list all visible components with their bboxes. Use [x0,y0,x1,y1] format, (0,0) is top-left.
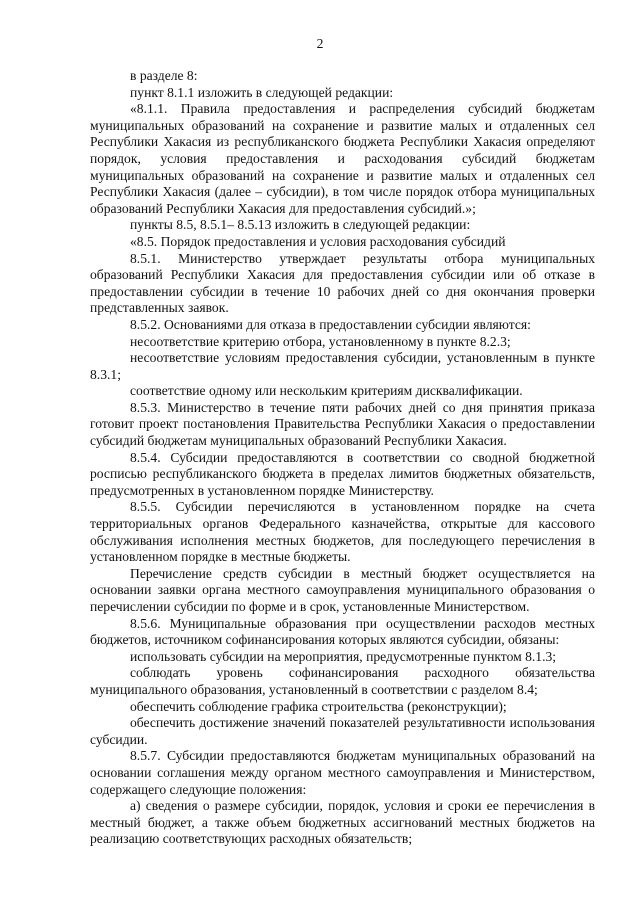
paragraph-refusal-reason-1: несоответствие критерию отбора, установленному в пункте 8.2.3; [130,333,511,349]
paragraph-obligation-3: обеспечить соблюдение графика строительства (реконструкции); [130,698,507,714]
paragraph-clause-8-5-6: 8.5.6. Муниципальные образования при осуществлении расходов местных бюджетов, источником софинансирования которых являются субсидии, обязаны: [90,615,595,648]
paragraph-clause-8-5-intro: пункты 8.5, 8.5.1– 8.5.13 изложить в следующей редакции: [130,217,471,233]
paragraph-refusal-reason-3: соответствие одному или нескольким критериям дисквалификации. [130,383,523,399]
paragraph-clause-8-5-2: 8.5.2. Основаниями для отказа в предоставлении субсидии являются: [130,316,531,332]
paragraph-refusal-reason-2: несоответствие условиям предоставления субсидии, установленным в пункте 8.3.1; [90,350,595,382]
paragraph-obligation-2: соблюдать уровень софинансирования расходного обязательства муниципального образования, установленный в соответствии с разделом 8.4; [90,665,595,697]
paragraph-obligation-1: использовать субсидии на мероприятия, предусмотренные пунктом 8.1.3; [130,648,557,664]
page-number: 2 [316,36,324,51]
document-body [90,68,595,848]
paragraph-clause-8-1-1-intro: пункт 8.1.1 изложить в следующей редакции: [130,84,394,100]
paragraph-agreement-item-a: а) сведения о размере субсидии, порядок, условия и сроки ее перечисления в местный бюджет, а также объем бюджетных ассигнований местных бюджетов на реализацию соответствующих расходных обязательств; [90,798,595,847]
paragraph-obligation-4: обеспечить достижение значений показателей результативности использования субсидии. [90,715,595,747]
paragraph-clause-8-5-4: 8.5.4. Субсидии предоставляются в соответствии со сводной бюджетной росписью республиканского бюджета в пределах лимитов бюджетных обязательств, предусмотренных в установленном порядке Министерству. [90,449,595,498]
paragraph-clause-8-5-7: 8.5.7. Субсидии предоставляются бюджетам муниципальных образований на основании соглашения между органом местного самоуправления и Министерством, содержащего следующие положения: [90,748,595,797]
paragraph-transfer-basis: Перечисление средств субсидии в местный бюджет осуществляется на основании заявки органа местного самоуправления муниципального образования о перечислении субсидии по форме и в срок, установленные Министерством. [90,565,595,614]
paragraph-clause-8-5-1: 8.5.1. Министерство утверждает результаты отбора муниципальных образований Республики Хакасия для предоставления субсидии или об отказе в предоставлении субсидии в течение 10 рабочих дней со дня окончания проверки представленных заявок. [90,250,595,316]
paragraph-clause-8-1-1: «8.1.1. Правила предоставления и распределения субсидий бюджетам муниципальных образований на сохранение и развитие малых и отдаленных сел Республики Хакасия из республиканского бюджета Республики Хакасия определяют порядок, условия предоставления и расходования субсидий бюджетам муниципальных образований на сохранение и развитие малых и отдаленных сел Республики Хакасия (далее – субсидии), в том числе порядок отбора муниципальных образований Республики Хакасия для предоставления субсидий.»; [90,101,595,216]
paragraph-clause-8-5-3: 8.5.3. Министерство в течение пяти рабочих дней со дня принятия приказа готовит проект постановления Правительства Республики Хакасия о предоставлении субсидий бюджетам муниципальных образований Республики Хакасия. [90,399,595,449]
paragraph-section-intro: в разделе 8: [130,68,198,83]
paragraph-clause-8-5-heading: «8.5. Порядок предоставления и условия расходования субсидий [130,233,506,249]
paragraph-clause-8-5-5: 8.5.5. Субсидии перечисляются в установленном порядке на счета территориальных органов Федерального казначейства, открытые для кассового обслуживания исполнения местных бюджетов, для последующего перечисления в установленном порядке в местные бюджеты. [90,499,595,565]
